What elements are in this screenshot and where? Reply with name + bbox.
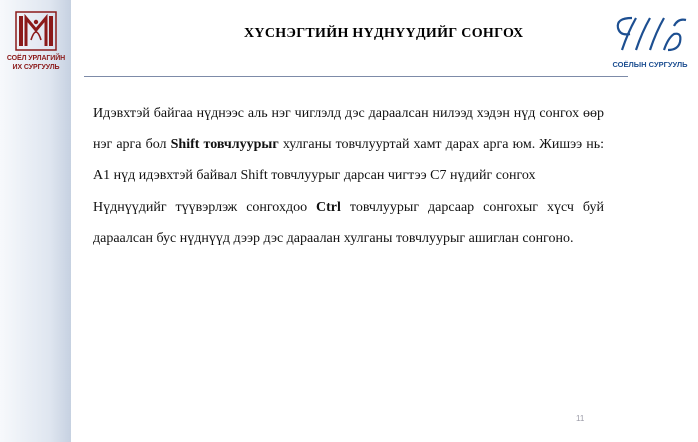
bold-text: Ctrl	[316, 200, 341, 215]
text: товчлуурыг дарсаар сонгохыг хүсч буй дараалсан бус нүднүүд дээр дэс дараалан хулганы товчлуурыг ашиглан сонгоно.	[93, 200, 604, 246]
header-bar	[71, 0, 688, 76]
logo-caption: СОЁЛЫН СУРГУУЛЬ	[612, 60, 688, 69]
university-logo	[4, 10, 68, 72]
text: Нүднүүдийг түүвэрлэж сонгохдоо	[93, 200, 317, 215]
paragraph-ctrl	[93, 192, 604, 254]
page-number: 11	[576, 414, 585, 423]
bold-text: Shift товчлуурыг	[170, 137, 279, 152]
slide-body	[93, 98, 604, 254]
logo-caption-line1: СОЁЛ УРЛАГИЙН	[6, 55, 66, 62]
page-title: ХҮСНЭГТИЙН НҮДНҮҮДИЙГ СОНГОХ	[244, 26, 524, 41]
text: Идэвхтэй байгаа нүднээс аль нэг чиглэлд дэс дараалсан нилээд хэдэн нүд сонгох өөр нэг арга бол	[93, 106, 604, 152]
header-divider	[84, 76, 628, 77]
school-logo	[602, 14, 698, 69]
logo-caption-line2: ИХ СУРГУУЛЬ	[12, 64, 60, 71]
paragraph-shift	[93, 98, 604, 191]
text: хулганы товчлууртай хамт дарах арга юм. Жишээ нь: A1 нүд идэвхтэй байвал Shift товчлуурыг дарсан чигтээ C7 нүдийг сонгох	[93, 137, 604, 183]
left-sidebar	[0, 0, 71, 442]
school-emblem-icon	[602, 14, 698, 54]
university-emblem-icon	[14, 10, 58, 52]
